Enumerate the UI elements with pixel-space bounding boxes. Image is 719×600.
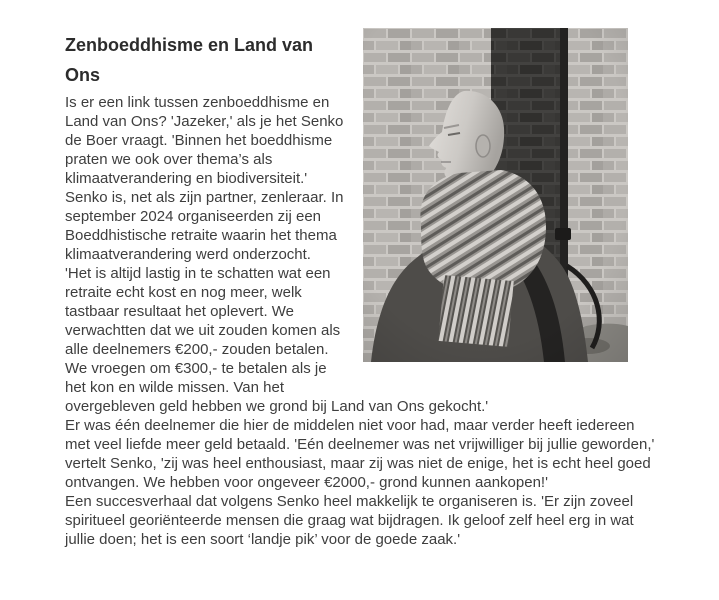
article-paragraph: Een succesverhaal dat volgens Senko heel makkelijk te organiseren is. 'Er zijn zoveel spiritueel georiënteerde mensen die graag wat bijdragen. Ik geloof zelf heel erg in wat jullie doen; het is een soort ‘landje pik’ voor de goede zaak.' bbox=[65, 493, 634, 548]
photo-vignette bbox=[363, 28, 628, 362]
portrait-photo bbox=[363, 28, 628, 362]
article-paragraph: Er was één deelnemer die hier de middelen niet voor had, maar verder heeft iedereen met veel liefde meer geld betaald. 'Eén deelnemer was net vrijwilliger bij jullie geworden,' vertelt Senko, 'zij was heel enthousiast, maar zij was niet de enige, het is echt heel goed ontvangen. We hebben voor ongeveer €2000,- grond kunnen aankopen!' bbox=[65, 417, 655, 491]
portrait-photo-illustration bbox=[363, 28, 628, 362]
article-title: Zenboeddhisme en Land van Ons bbox=[65, 35, 314, 85]
article-paragraph: Is er een link tussen zenboeddhisme en Land van Ons? 'Jazeker,' als je het Senko de Boer vraagt. 'Binnen het boeddhisme praten we ook over thema’s als klimaatverandering en biodiversiteit.' bbox=[65, 94, 344, 187]
article-paragraph: 'Het is altijd lastig in te schatten wat een retraite echt kost en nog meer, welk tastbaar resultaat het oplevert. We verwachtten dat we uit zouden komen als alle deelnemers €200,- zouden betalen. We vroegen om €300,- te betalen als je het kon en wilde missen. Van het overgebleven geld hebben we grond bij Land van Ons gekocht.' bbox=[65, 265, 489, 415]
article-paragraph: Senko is, net als zijn partner, zenleraar. In september 2024 organiseerden zij een Boeddhistische retraite waarin het thema klimaatverandering werd onderzocht. bbox=[65, 189, 344, 263]
